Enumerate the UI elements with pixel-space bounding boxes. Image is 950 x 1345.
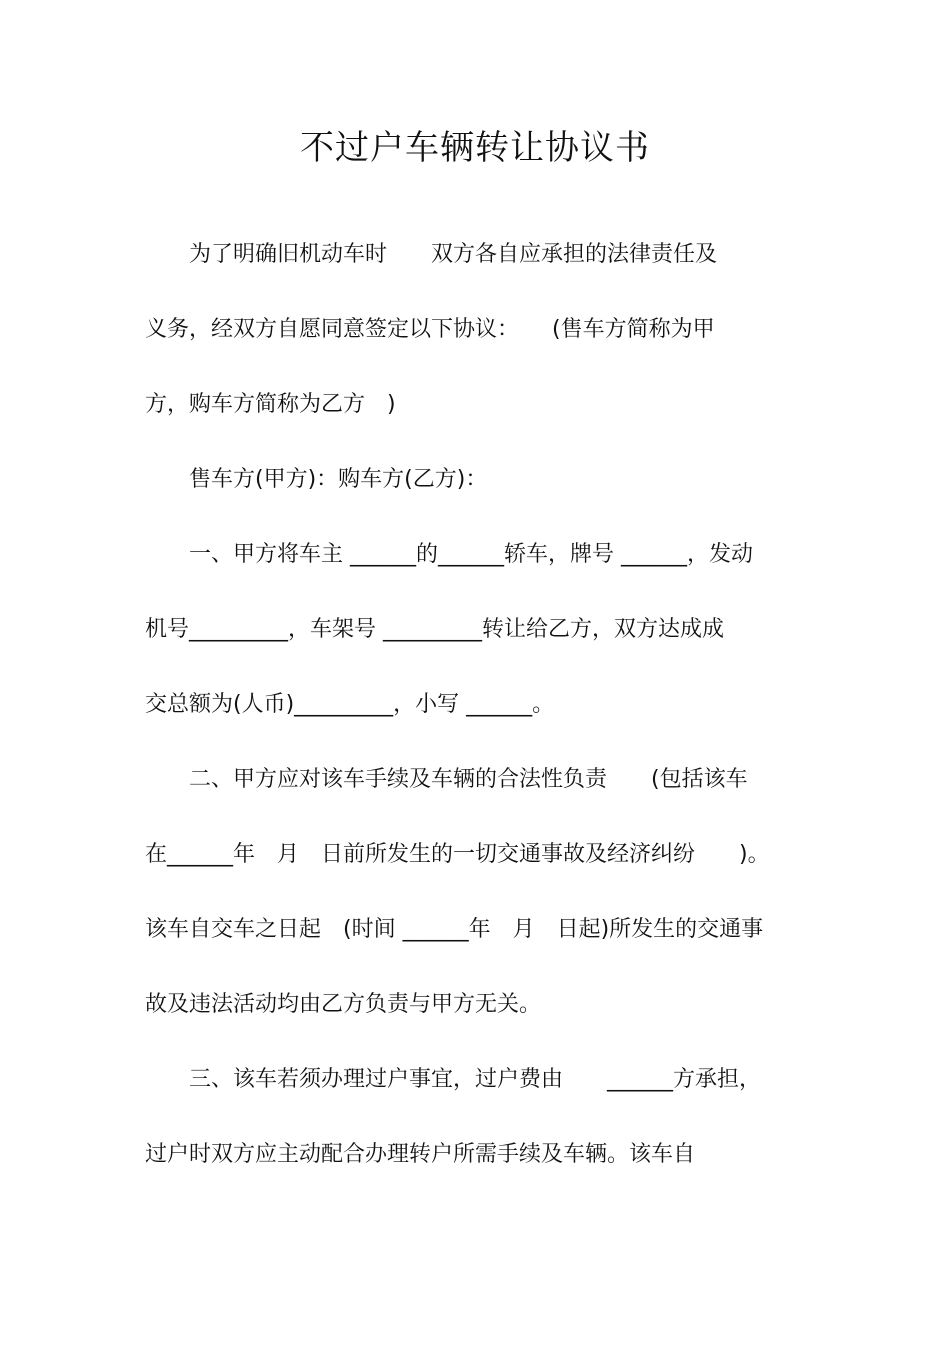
parties-line: 售车方(甲方)：购车方(乙方)： bbox=[145, 467, 488, 492]
clause-2-line-4: 故及违法活动均由乙方负责与甲方无关。 bbox=[145, 992, 542, 1017]
clause-2-line-3: 该车自交车之日起 (时间 ______年 月 日起)所发生的交通事 bbox=[145, 917, 764, 942]
document-title: 不过户车辆转让协议书 bbox=[300, 128, 650, 168]
clause-1-line-2: 机号_________，车架号 _________转让给乙方，双方达成成 bbox=[145, 617, 724, 642]
clause-2-line-1: 二、甲方应对该车手续及车辆的合法性负责 (包括该车 bbox=[145, 767, 748, 792]
paragraph-line-2: 义务，经双方自愿同意签定以下协议： (售车方简称为甲 bbox=[145, 317, 715, 342]
paragraph-line-3: 方，购车方简称为乙方 ) bbox=[145, 392, 396, 417]
clause-1-line-1: 一、甲方将车主 ______的______轿车，牌号 ______，发动 bbox=[145, 542, 753, 567]
clause-3-line-2: 过户时双方应主动配合办理转户所需手续及车辆。该车自 bbox=[145, 1142, 696, 1167]
clause-1-line-3: 交总额为(人币)_________，小写 ______。 bbox=[145, 692, 555, 717]
clause-3-line-1: 三、该车若须办理过户事宜，过户费由 ______方承担， bbox=[145, 1067, 762, 1092]
clause-2-line-2: 在______年 月 日前所发生的一切交通事故及经济纠纷 )。 bbox=[145, 842, 770, 867]
paragraph-line-1: 为了明确旧机动车时 双方各自应承担的法律责任及 bbox=[145, 242, 718, 267]
